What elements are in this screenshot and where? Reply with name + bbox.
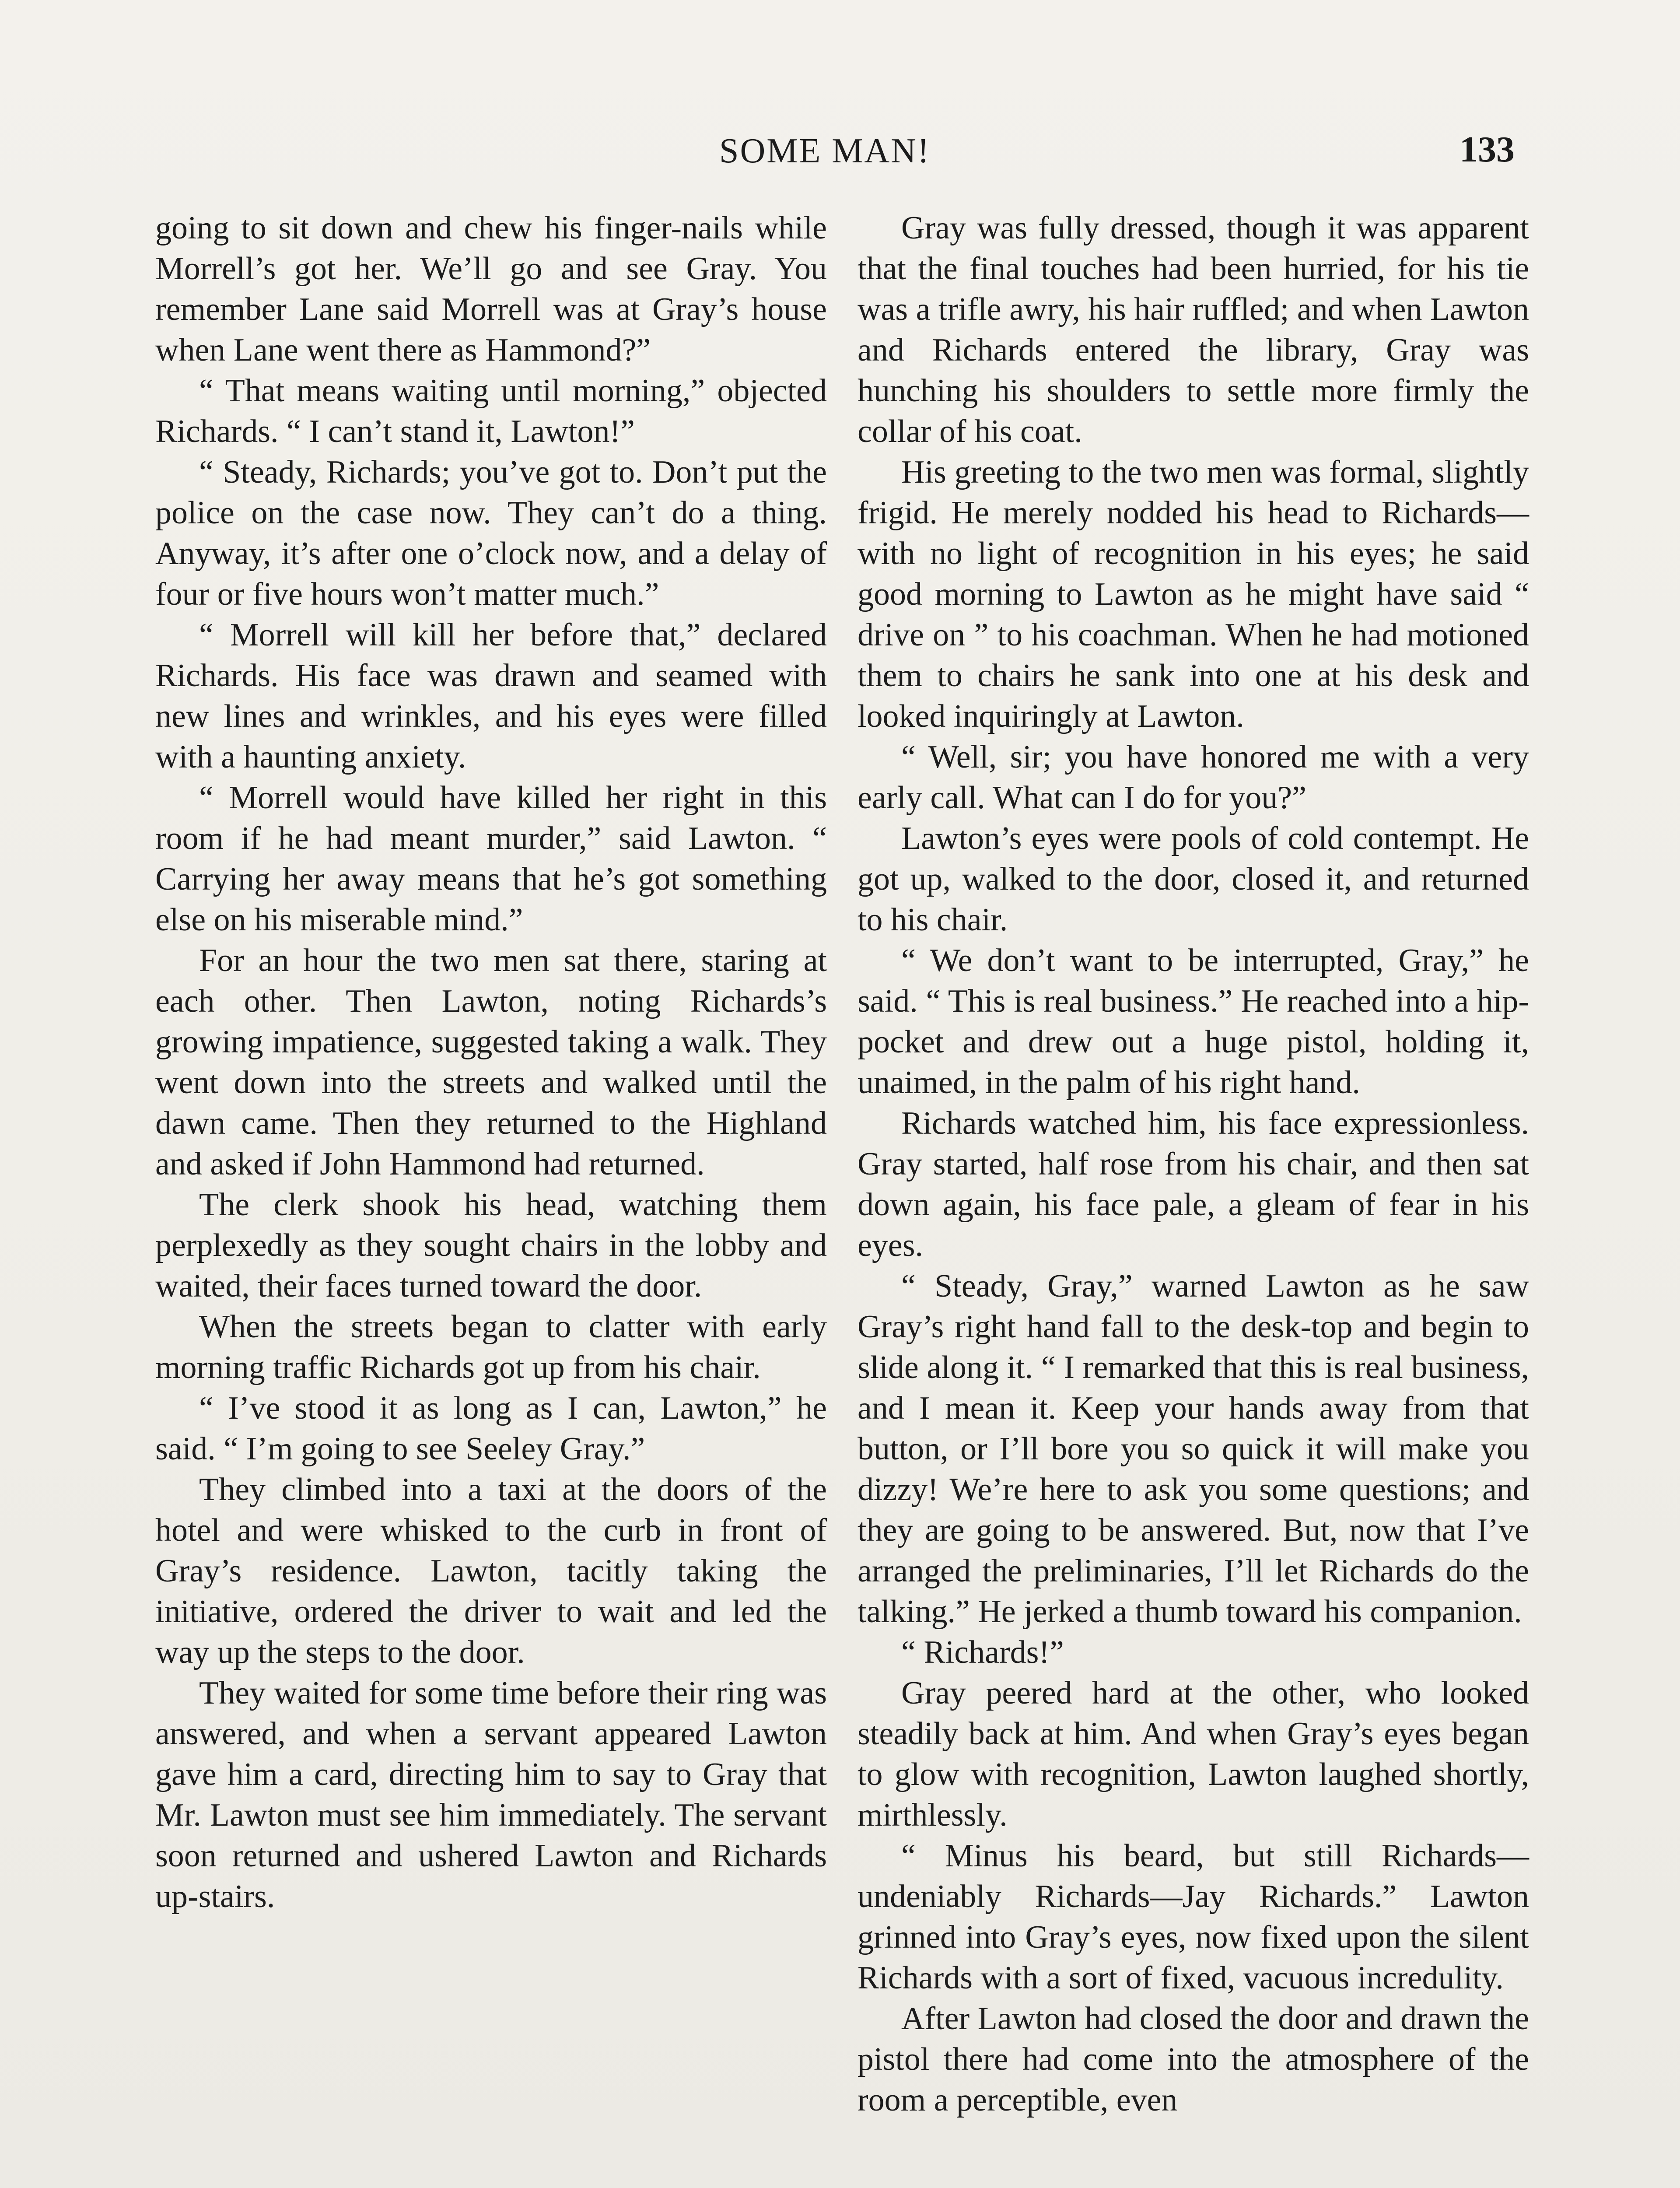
paragraph: “ Richards!” (901, 1634, 1064, 1670)
paragraph: They waited for some time before their ring was answered, and when a servant appeared Lawton gave him a card, directing him to say to Gray that Mr. Lawton must see him immediately. The servant soon returned and ushered Lawton and Richards up-stairs. (155, 1675, 827, 1914)
paragraph: “ Steady, Gray,” warned Lawton as he saw Gray’s right hand fall to the desk-top and begin to slide along it. “ I remarked that this is real business, and I mean it. Keep your hands away from that button, or I’ll bore you so quick it will make you dizzy! We’re here to ask you some questions; and they are going to be answered. But, now that I’ve arranged the preliminaries, I’ll let Richards do the talking.” He jerked a thumb toward his companion. (858, 1268, 1529, 1630)
paragraph: After Lawton had closed the door and drawn the pistol there had come into the atmosphere of the room a perceptible, even (858, 2001, 1529, 2118)
paragraph: “ Morrell would have killed her right in this room if he had meant murder,” said Lawton. “ Carrying her away means that he’s got something else on his miserable mind.” (155, 780, 827, 938)
paragraph: They climbed into a taxi at the doors of the hotel and were whisked to the curb in front of Gray’s residence. Lawton, tacitly taking the initiative, ordered the driver to wait and led the way up the steps to the door. (155, 1472, 827, 1670)
paragraph: “ That means waiting until morning,” objected Richards. “ I can’t stand it, Lawton!” (155, 373, 827, 449)
paragraph: For an hour the two men sat there, staring at each other. Then Lawton, noting Richards’s growing impatience, suggested taking a walk. They went down into the streets and walked until the dawn came. Then they returned to the Highland and asked if John Hammond had returned. (155, 943, 827, 1182)
paragraph: “ Morrell will kill her before that,” declared Richards. His face was drawn and seamed with new lines and wrinkles, and his eyes were filled with a haunting anxiety. (155, 617, 827, 775)
paragraph: Gray was fully dressed, though it was apparent that the final touches had been hurried, for his tie was a trifle awry, his hair ruffled; and when Lawton and Richards entered the library, Gray was hunching his shoulders to settle more firmly the collar of his coat. (858, 210, 1529, 449)
paragraph: Lawton’s eyes were pools of cold contempt. He got up, walked to the door, closed it, and returned to his chair. (858, 820, 1529, 938)
right-text-column (858, 208, 1529, 2121)
paragraph: “ Well, sir; you have honored me with a very early call. What can I do for you?” (858, 739, 1529, 816)
page-number: 133 (1460, 129, 1515, 170)
paragraph: “ Steady, Richards; you’ve got to. Don’t put the police on the case now. They can’t do a thing. Anyway, it’s after one o’clock now, and a delay of four or five hours won’t matter much.” (155, 454, 827, 612)
paragraph: His greeting to the two men was formal, slightly frigid. He merely nodded his head to Richards—with no light of recognition in his eyes; he said good morning to Lawton as he might have said “ drive on ” to his coachman. When he had motioned them to chairs he sank into one at his desk and looked inquiringly at Lawton. (858, 454, 1529, 734)
paragraph: “ I’ve stood it as long as I can, Lawton,” he said. “ I’m going to see Seeley Gray.” (155, 1390, 827, 1467)
paragraph: The clerk shook his head, watching them perplexedly as they sought chairs in the lobby and waited, their faces turned toward the door. (155, 1187, 827, 1304)
paragraph: Richards watched him, his face expressionless. Gray started, half rose from his chair, and then sat down again, his face pale, a gleam of fear in his eyes. (858, 1105, 1529, 1263)
left-text-column (155, 208, 827, 1917)
paragraph: “ We don’t want to be interrupted, Gray,” he said. “ This is real business.” He reached into a hip-pocket and drew out a huge pistol, holding it, unaimed, in the palm of his right hand. (858, 943, 1529, 1101)
paragraph: When the streets began to clatter with early morning traffic Richards got up from his chair. (155, 1309, 827, 1385)
paragraph: Gray peered hard at the other, who looked steadily back at him. And when Gray’s eyes began to glow with recognition, Lawton laughed shortly, mirthlessly. (858, 1675, 1529, 1833)
paragraph: going to sit down and chew his finger-nails while Morrell’s got her. We’ll go and see Gray. You remember Lane said Morrell was at Gray’s house when Lane went there as Hammond?” (155, 210, 827, 368)
running-head-title: SOME MAN! (719, 132, 931, 170)
paragraph: “ Minus his beard, but still Richards—undeniably Richards—Jay Richards.” Lawton grinned into Gray’s eyes, now fixed upon the silent Richards with a sort of fixed, vacuous incredulity. (858, 1838, 1529, 1996)
